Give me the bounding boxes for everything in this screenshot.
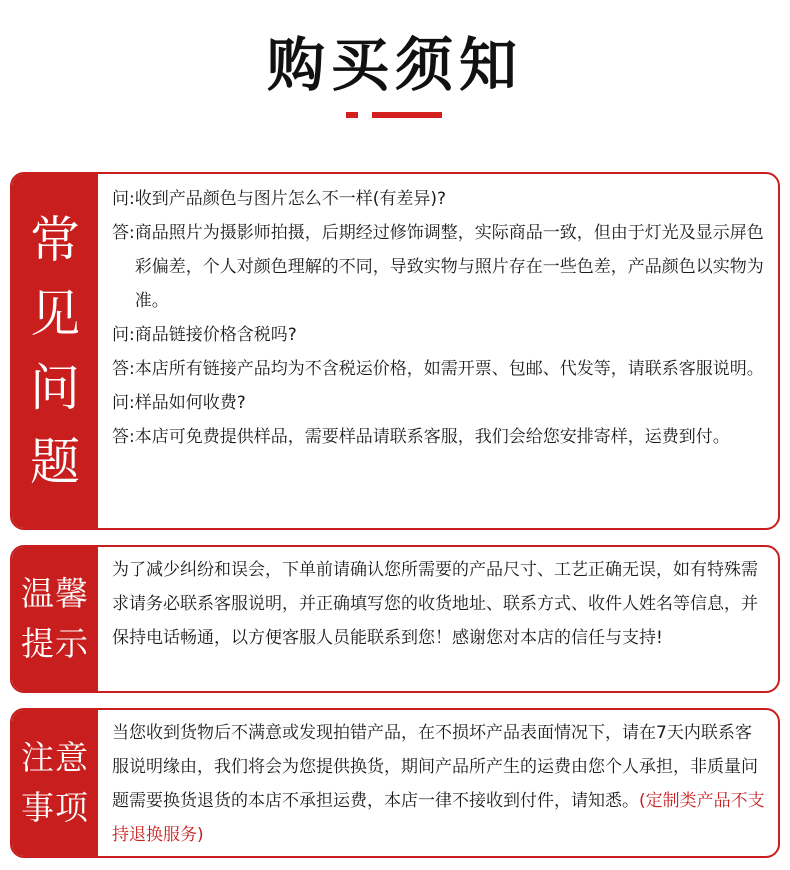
faq-side-char: 常 (30, 211, 80, 269)
qa-text: 收到产品颜色与图片怎么不一样(有差异)? (134, 189, 447, 209)
tips-side-line: 温馨 (21, 574, 89, 613)
qa-text: 本店可免费提供样品，需要样品请联系客服，我们会给您安排寄样，运费到付。 (134, 427, 730, 447)
title-divider-long (372, 112, 442, 118)
notice-highlight: (定制类产品不支持退换服务) (112, 791, 765, 845)
qa-prefix: 问: (112, 325, 135, 345)
faq-answer (112, 216, 766, 318)
faq-answer (112, 352, 766, 386)
qa-prefix: 答: (112, 223, 135, 243)
faq-question (112, 182, 766, 216)
qa-prefix: 答: (112, 427, 135, 447)
tips-card (10, 545, 780, 693)
faq-side-char: 问 (30, 359, 80, 417)
qa-prefix: 答: (112, 359, 135, 379)
qa-prefix: 问: (112, 189, 135, 209)
tips-text: 为了减少纠纷和误会，下单前请确认您所需要的产品尺寸、工艺正确无误，如有特殊需求请务必联系客服说明，并正确填写您的收货地址、联系方式、收件人姓名等信息，并保持电话畅通，以方便客服人员能联系到您！感谢您对本店的信任与支持! (112, 560, 758, 648)
faq-question (112, 318, 766, 352)
qa-text: 商品链接价格含税吗? (134, 325, 297, 345)
tips-body (112, 547, 766, 691)
faq-side-char: 见 (30, 285, 80, 343)
qa-text: 商品照片为摄影师拍摄，后期经过修饰调整，实际商品一致，但由于灯光及显示屏色彩偏差，个人对颜色理解的不同，导致实物与照片存在一些色差，产品颜色以实物为准。 (134, 223, 764, 311)
tips-side-line: 提示 (21, 624, 89, 663)
faq-card (10, 172, 780, 530)
notice-side-line: 事项 (21, 788, 89, 827)
notice-side-label (12, 710, 98, 856)
notice-body (112, 710, 766, 856)
qa-text: 本店所有链接产品均为不含税运价格，如需开票、包邮、代发等，请联系客服说明。 (134, 359, 764, 379)
qa-prefix: 问: (112, 393, 135, 413)
faq-side-char: 题 (30, 433, 80, 491)
tips-side-label (12, 547, 98, 691)
notice-text: 当您收到货物后不满意或发现拍错产品，在不损坏产品表面情况下，请在7天内联系客服说明缘由，我们将会为您提供换货，期间产品所产生的运费由您个人承担，非质量问题需要换货退货的本店不承担运费，本店一律不接收到付件，请知悉。 (112, 723, 758, 811)
faq-answer (112, 420, 766, 454)
notice-side-line: 注意 (21, 738, 89, 777)
qa-text: 样品如何收费? (134, 393, 246, 413)
faq-body (112, 174, 766, 528)
faq-question (112, 386, 766, 420)
notice-card (10, 708, 780, 858)
title-divider-short (346, 112, 358, 118)
faq-side-label (12, 174, 98, 528)
page-title: 购买须知 (266, 31, 523, 99)
